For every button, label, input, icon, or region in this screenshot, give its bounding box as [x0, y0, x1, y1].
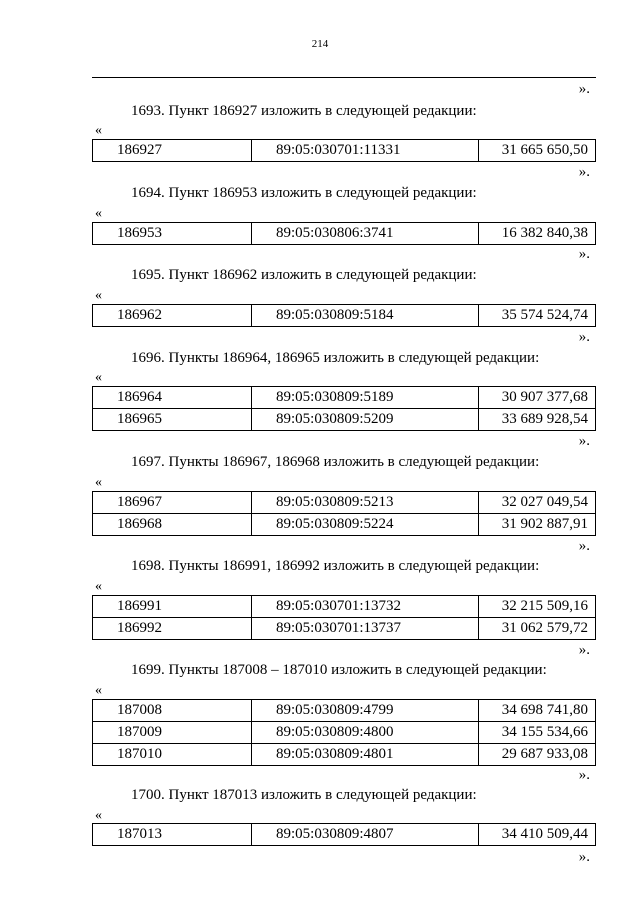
section-heading: 1699. Пункты 187008 – 187010 изложить в следующей редакции:	[131, 662, 547, 678]
opening-quote: «	[95, 123, 102, 138]
cadastral-number-cell: 89:05:030701:11331	[252, 140, 479, 162]
item-number-cell: 186992	[93, 618, 252, 640]
cadastral-number-cell: 89:05:030809:4807	[252, 824, 479, 846]
table-row	[93, 514, 596, 536]
item-number-cell: 186927	[93, 140, 252, 162]
section-heading: 1700. Пункт 187013 изложить в следующей редакции:	[131, 787, 477, 803]
value-cell: 31 902 887,91	[479, 514, 596, 536]
item-number-cell: 186991	[93, 596, 252, 618]
item-number-cell: 186953	[93, 223, 252, 245]
value-cell: 32 027 049,54	[479, 492, 596, 514]
value-cell: 32 215 509,16	[479, 596, 596, 618]
cadastral-number-cell: 89:05:030701:13732	[252, 596, 479, 618]
value-cell: 31 062 579,72	[479, 618, 596, 640]
opening-quote: «	[95, 288, 102, 303]
section-heading: 1696. Пункты 186964, 186965 изложить в следующей редакции:	[131, 350, 540, 366]
closing-quote: ».	[578, 433, 590, 449]
closing-quote: ».	[578, 329, 590, 345]
data-table	[92, 595, 596, 640]
value-cell: 34 698 741,80	[479, 700, 596, 722]
cadastral-number-cell: 89:05:030809:5209	[252, 409, 479, 431]
opening-quote: «	[95, 683, 102, 698]
table-row	[93, 596, 596, 618]
closing-quote: ».	[578, 81, 590, 97]
value-cell: 34 155 534,66	[479, 722, 596, 744]
table-row	[93, 700, 596, 722]
data-table	[92, 386, 596, 431]
table-row	[93, 223, 596, 245]
cadastral-number-cell: 89:05:030809:4800	[252, 722, 479, 744]
cadastral-number-cell: 89:05:030809:5184	[252, 305, 479, 327]
item-number-cell: 187010	[93, 744, 252, 766]
cadastral-number-cell: 89:05:030809:5224	[252, 514, 479, 536]
table-row	[93, 409, 596, 431]
page-number: 214	[311, 38, 329, 50]
data-table	[92, 139, 596, 162]
closing-quote: ».	[578, 642, 590, 658]
closing-quote: ».	[578, 767, 590, 783]
table-row	[93, 824, 596, 846]
item-number-cell: 186965	[93, 409, 252, 431]
opening-quote: «	[95, 475, 102, 490]
data-table	[92, 491, 596, 536]
item-number-cell: 186967	[93, 492, 252, 514]
closing-quote: ».	[578, 164, 590, 180]
closing-quote: ».	[578, 538, 590, 554]
data-table	[92, 699, 596, 766]
section-heading: 1698. Пункты 186991, 186992 изложить в следующей редакции:	[131, 558, 540, 574]
value-cell: 35 574 524,74	[479, 305, 596, 327]
table-row	[93, 744, 596, 766]
value-cell: 31 665 650,50	[479, 140, 596, 162]
item-number-cell: 186964	[93, 387, 252, 409]
table-row	[93, 387, 596, 409]
cadastral-number-cell: 89:05:030809:5213	[252, 492, 479, 514]
opening-quote: «	[95, 206, 102, 221]
opening-quote: «	[95, 370, 102, 385]
table-row	[93, 618, 596, 640]
opening-quote: «	[95, 808, 102, 823]
cadastral-number-cell: 89:05:030701:13737	[252, 618, 479, 640]
data-table	[92, 823, 596, 846]
section-heading: 1693. Пункт 186927 изложить в следующей редакции:	[131, 103, 477, 119]
value-cell: 33 689 928,54	[479, 409, 596, 431]
top-rule	[92, 77, 596, 78]
section-heading: 1695. Пункт 186962 изложить в следующей редакции:	[131, 267, 477, 283]
cadastral-number-cell: 89:05:030809:4799	[252, 700, 479, 722]
value-cell: 29 687 933,08	[479, 744, 596, 766]
value-cell: 34 410 509,44	[479, 824, 596, 846]
item-number-cell: 187013	[93, 824, 252, 846]
opening-quote: «	[95, 579, 102, 594]
table-row	[93, 305, 596, 327]
item-number-cell: 187008	[93, 700, 252, 722]
item-number-cell: 187009	[93, 722, 252, 744]
cadastral-number-cell: 89:05:030809:5189	[252, 387, 479, 409]
table-row	[93, 722, 596, 744]
item-number-cell: 186968	[93, 514, 252, 536]
value-cell: 16 382 840,38	[479, 223, 596, 245]
table-row	[93, 140, 596, 162]
value-cell: 30 907 377,68	[479, 387, 596, 409]
data-table	[92, 304, 596, 327]
section-heading: 1697. Пункты 186967, 186968 изложить в следующей редакции:	[131, 454, 540, 470]
data-table	[92, 222, 596, 245]
cadastral-number-cell: 89:05:030809:4801	[252, 744, 479, 766]
table-row	[93, 492, 596, 514]
section-heading: 1694. Пункт 186953 изложить в следующей редакции:	[131, 185, 477, 201]
item-number-cell: 186962	[93, 305, 252, 327]
closing-quote: ».	[578, 849, 590, 865]
closing-quote: ».	[578, 246, 590, 262]
cadastral-number-cell: 89:05:030806:3741	[252, 223, 479, 245]
